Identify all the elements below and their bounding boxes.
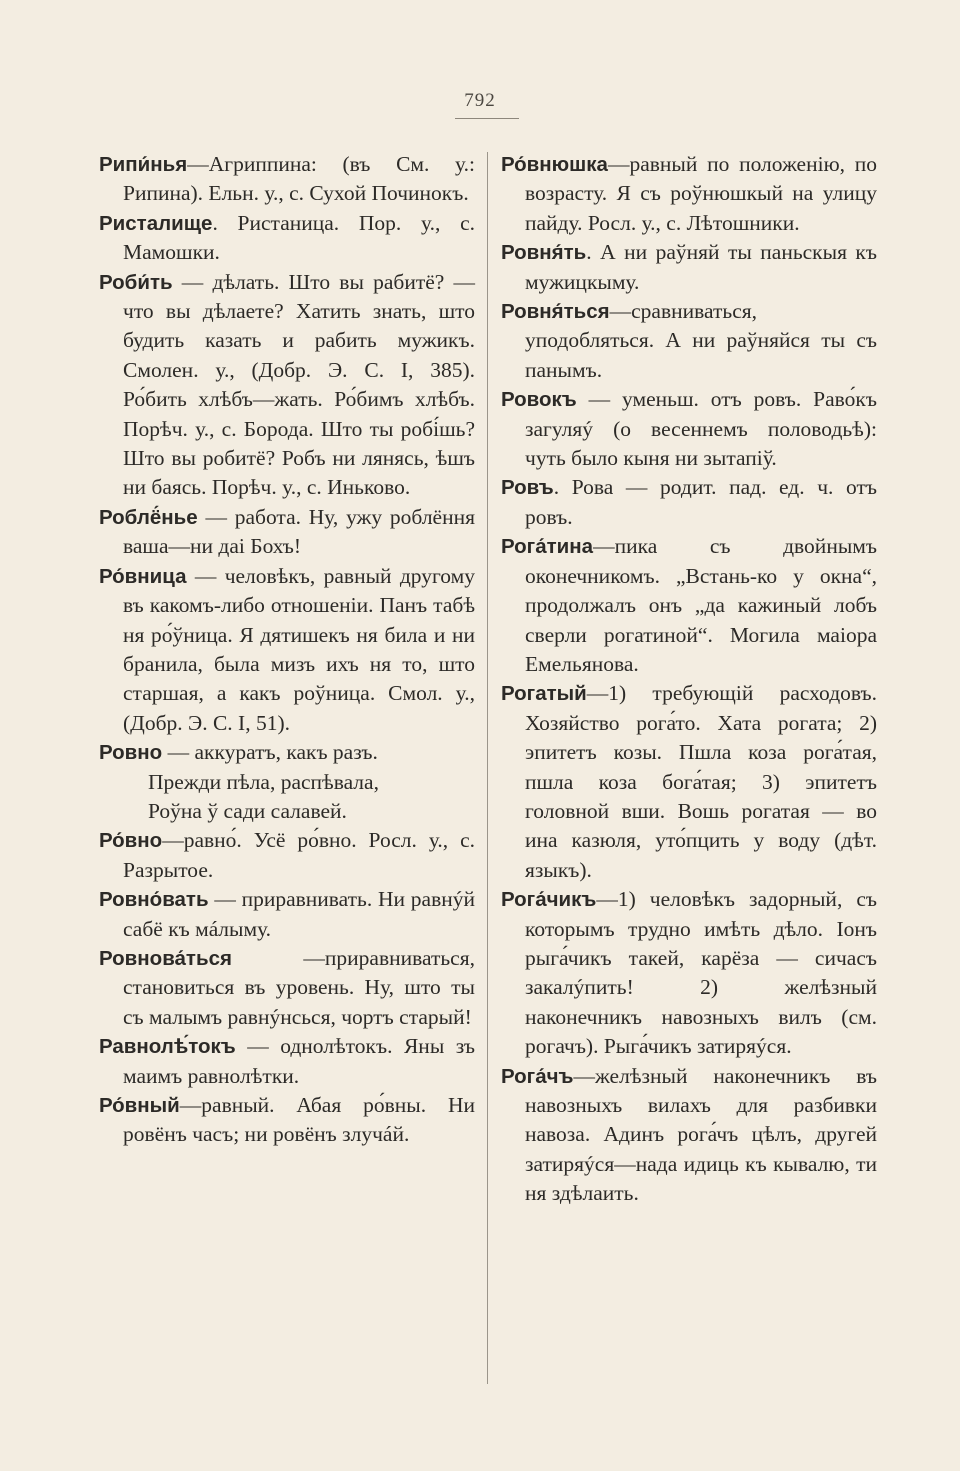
entry-headword: Рога́чъ bbox=[501, 1064, 574, 1088]
dictionary-entry bbox=[501, 238, 877, 297]
entry-headword: Равнолѣ́токъ bbox=[99, 1035, 236, 1059]
dictionary-entry bbox=[99, 885, 475, 944]
entry-headword: Рогатый bbox=[501, 682, 587, 706]
entry-headword: Ро́вный bbox=[99, 1094, 180, 1117]
dictionary-entry bbox=[99, 738, 475, 767]
dictionary-entry bbox=[501, 385, 877, 473]
entry-definition: — человѣкъ, равный другому въ какомъ-либо отношеніи. Панъ табѣ ня ро́ўница. Я дятишекъ ня била и ни бранила, была мизъ ихъ ня то, што старшая, а какъ роўница. Смол. у., (Добр. Э. С. I, 51). bbox=[123, 563, 475, 735]
left-column bbox=[99, 150, 475, 1150]
entry-headword: Ро́внюшка bbox=[501, 153, 608, 176]
entry-headword: Рипи́нья bbox=[99, 153, 188, 176]
entry-headword: Роблё́нье bbox=[99, 505, 198, 529]
dictionary-entry bbox=[99, 150, 475, 209]
dictionary-entry bbox=[501, 885, 877, 1061]
entry-definition: —желѣзный наконечникъ въ навозныхъ вилахъ для разбивки навоза. Адинъ рога́чъ цѣлъ, другей затиряýся—нада идиць къ кывалю, ти ня здѣлаить. bbox=[525, 1063, 877, 1206]
dictionary-entry bbox=[501, 679, 877, 885]
entry-definition: —равный. Абая ро́вны. Ни ровёнъ часъ; ни ровёнъ злучáй. bbox=[123, 1093, 475, 1147]
dictionary-entry bbox=[501, 297, 877, 385]
dictionary-entry bbox=[99, 944, 475, 1032]
dictionary-entry bbox=[501, 473, 877, 532]
right-column bbox=[501, 150, 877, 1209]
entry-headword: Ровня́ться bbox=[501, 300, 610, 324]
column-divider bbox=[487, 152, 488, 1384]
entry-definition: —Агриппина: (въ См. у.: Рипина). Ельн. у., с. Сухой Починокъ. bbox=[123, 152, 475, 206]
dictionary-entry bbox=[99, 1032, 475, 1091]
dictionary-entry bbox=[99, 503, 475, 562]
dictionary-entry bbox=[99, 562, 475, 738]
entry-definition: — однолѣтокъ. Яны зъ маимъ равнолѣтки. bbox=[123, 1034, 475, 1088]
entry-headword: Ровнова́ться bbox=[99, 946, 232, 970]
header-rule bbox=[455, 118, 519, 119]
dictionary-entry bbox=[501, 532, 877, 679]
dictionary-entry bbox=[501, 150, 877, 238]
dictionary-entry bbox=[99, 1091, 475, 1150]
entry-definition: —1) человѣкъ задорный, съ которымъ трудно имѣть дѣло. Іонъ рыга́чикъ такей, карёза — сичасъ закалýпить! 2) желѣзный наконечникъ навозныхъ вилъ (см. рогачъ). Рыга́чикъ затиряýся. bbox=[525, 887, 877, 1059]
dictionary-entry bbox=[99, 826, 475, 885]
entry-definition: — уменьш. отъ ровъ. Раво́къ загуляý (о весеннемъ половодьѣ): чуть было кыня ни зытапіў. bbox=[525, 387, 877, 471]
verse-line: Прежди пѣла, распѣвала, bbox=[148, 769, 379, 794]
entry-definition: —1) требующій расходовъ. Хозяйство рога́то. Хата рогата; 2) эпитетъ козы. Пшла коза рога́тая, пшла коза бога́тая; 3) эпитетъ головной вши. Вошь рогатая — во ина казюля, уто́пцить у воду (дѣт. языкъ). bbox=[525, 681, 877, 882]
page-number: 792 bbox=[464, 90, 496, 111]
entry-headword: Ристалище bbox=[99, 211, 213, 235]
entry-headword: Роби́ть bbox=[99, 270, 173, 294]
entry-headword: Рога́чикъ bbox=[501, 888, 597, 912]
entry-definition: . А ни раўняй ты паньскыя къ мужицкыму. bbox=[525, 240, 877, 294]
entry-definition: —пика съ двойнымъ оконечникомъ. „Встань-ко у окна“, продолжалъ онъ „да кажиный лобъ сверли рогатиной“. Могила маіора Емельянова. bbox=[525, 534, 877, 676]
entry-headword: Ровно́вать bbox=[99, 888, 209, 912]
verse-line: Роўна ў сади салавей. bbox=[148, 798, 347, 823]
entry-headword: Ро́вница bbox=[99, 564, 187, 588]
entry-definition: —сравниваться, уподобляться. А ни раўняйся ты съ панымъ. bbox=[525, 299, 877, 382]
entry-definition: — приравнивать. Ни равнýй сабё къ мáлыму. bbox=[123, 887, 475, 941]
entry-definition: — работа. Ну, ужу роблёння ваша—ни даі Бохъ! bbox=[123, 504, 475, 559]
entry-headword: Ровня́ть bbox=[501, 241, 587, 265]
entry-headword: Ро́вно bbox=[99, 829, 163, 853]
entry-definition: —приравниваться, становиться въ уровень. Ну, што ты съ малымъ равнýнсься, чортъ старый! bbox=[123, 945, 475, 1029]
entry-headword: Рога́тина bbox=[501, 535, 594, 559]
entry-headword: Ровъ bbox=[501, 476, 554, 500]
dictionary-entry bbox=[99, 209, 475, 268]
entry-definition: —равный по положенію, по возрасту. Я съ роўнюшкый на улицу пайду. Росл. у., с. Лѣтошники. bbox=[525, 152, 877, 235]
entry-headword: Ровно bbox=[99, 741, 163, 765]
dictionary-entry bbox=[501, 1062, 877, 1209]
entry-definition: . Рова — родит. пад. ед. ч. отъ ровъ. bbox=[525, 475, 877, 529]
entry-definition: . Ристаница. Пор. у., с. Мамошки. bbox=[123, 210, 475, 265]
entry-definition: — аккуратъ, какъ разъ. bbox=[162, 740, 378, 765]
entry-definition: —равно́. Усё ро́вно. Росл. у., с. Разрытое. bbox=[123, 828, 475, 882]
entry-headword: Ровокъ bbox=[501, 388, 577, 412]
entry-definition: — дѣлать. Што вы рабитё? — что вы дѣлаете? Хатить знать, што будить казать и рабить мужикъ. Смолен. у., (Добр. Э. С. I, 385). Ро́бить хлѣбъ—жать. Ро́бимъ хлѣбъ. Порѣч. у., с. Борода. Што ты робі́шь? Што вы робитё? Робъ ни лянясь, ѣшъ ни баясь. Порѣч. у., с. Иньково. bbox=[123, 269, 475, 500]
dictionary-entry bbox=[99, 268, 475, 503]
